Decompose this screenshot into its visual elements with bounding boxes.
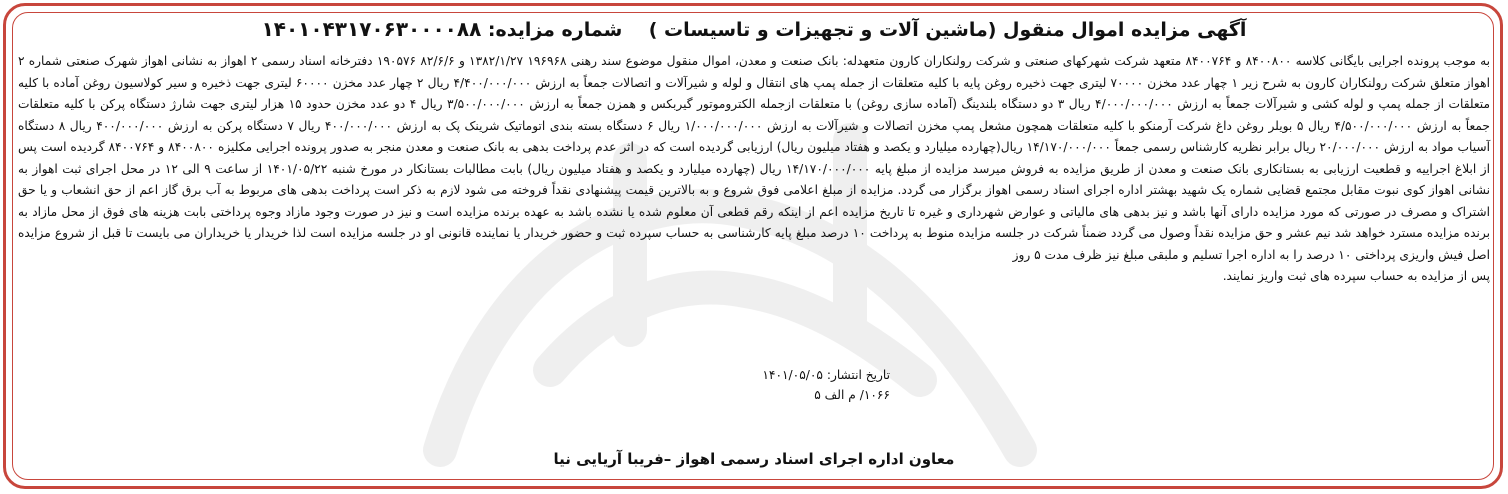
notice-content xyxy=(18,14,1490,484)
signature-text: معاون اداره اجرای اسناد رسمی اهواز –فریبا آریایی نیا xyxy=(553,450,955,468)
body-tail: پس از مزایده به حساب سپرده های ثبت واریز نمایند. xyxy=(1222,269,1490,283)
signature-line xyxy=(0,450,1508,468)
title-text: آگهی مزایده اموال منقول (ماشین آلات و تجهیزات و تاسیسات ) xyxy=(648,19,1247,41)
body-paragraph: به موجب پرونده اجرایی بایگانی کلاسه ۸۴۰۰۸۰۰ و ۸۴۰۰۷۶۴ متعهد شرکت شهرکهای صنعتی و شرکت رولنکاران کارون متعهدله: بانک صنعت و معدن، اموال منقول موضوع سند رهنی ۱۹۶۹۶۸ ۱۳۸۲/۱/۲۷ و ۸۲/۶/۶ ۱۹۰۵۷۶ دفترخانه اسناد رسمی ۲ اهواز به نشانی اهواز شهرک صنعتی شماره ۲ اهواز متعلق شرکت رولنکاران کارون به شرح زیر ۱ چهار عدد مخزن ۷۰۰۰۰ لیتری جهت ذخیره روغن پایه با کلیه متعلقات از جمله پمپ های انتقال و لوله و شیرآلات و اتصالات جمعاً به ارزش ۴/۴۰۰/۰۰۰/۰۰۰ ریال ۲ چهار عدد مخزن ۶۰۰۰۰ لیتری جهت ذخیره و سیر کولاسیون روغن آماده با کلیه متعلقات از جمله پمپ و لوله کشی و شیرآلات جمعاً به ارزش ۴/۰۰۰/۰۰۰/۰۰۰ ریال ۳ دو دستگاه بلندینگ (آماده سازی روغن) با متعلقات ازجمله الکتروموتور گیربکس و همزن جمعاً به ارزش ۳/۵۰۰/۰۰۰/۰۰۰ ریال ۴ دو عدد مخزن حدود ۱۵ هزار لیتری جهت شارژ دستگاه پرکن با کلیه متعلقات جمعاً به ارزش ۴/۵۰۰/۰۰۰/۰۰۰ ریال ۵ بویلر روغن داغ شرکت آرمنکو با کلیه متعلقات همچون مشعل پمپ مخزن اتصالات و شیرآلات به ارزش ۱/۰۰۰/۰۰۰/۰۰۰ ریال ۶ دستگاه بسته بندی اتوماتیک شرینک پک به ارزش ۴۰۰/۰۰۰/۰۰۰ ریال ۷ دستگاه پرکن به ارزش ۴۰۰/۰۰۰/۰۰۰ ریال ۸ دستگاه آسیاب مواد به ارزش ۲۰/۰۰۰/۰۰۰ ریال برابر نظریه کارشناس رسمی جمعاً ۱۴/۱۷۰/۰۰۰/۰۰۰ ریال(چهارده میلیارد و یکصد و هفتاد میلیون ریال) ارزیابی گردیده است که در اثر عدم پرداخت بدهی به بانک صنعت و معدن منجر به صدور پرونده اجرایی مکلیزه ۸۴۰۰۸۰۰ و ۸۴۰۰۷۶۴ گردیده است پس از ابلاغ اجراییه و قطعیت ارزیابی به بستانکاری بانک صنعت و معدن از طریق مزایده به فروش میرسد مزایده از مبلغ پایه ۱۴/۱۷۰/۰۰۰/۰۰۰ ریال (چهارده میلیارد و یکصد و هفتاد میلیون ریال) بابت مطالبات بستانکار در مورخ شنبه ۱۴۰۱/۰۵/۲۲ از ساعت ۹ الی ۱۲ در محل اجرای ثبت اهواز به نشانی اهواز کوی نبوت مقابل مجتمع قضایی شماره یک شهید بهشتر اداره اجرای اسناد رسمی اهواز برگزار می گردد. مزایده از مبلغ اعلامی فوق شروع و به بالاترین قیمت پیشنهادی نقداً فروخته می شود لازم به ذکر است پرداخت بدهی های مربوط به آب برق گاز اعم از حق انشعاب و یا حق اشتراک و مصرف در صورتی که مورد مزایده دارای آنها باشد و نیز بدهی های مالیاتی و عوارض شهرداری و غیره تا تاریخ مزایده اعم از اینکه رقم قطعی آن معلوم شده یا نشده باشد به عهده برنده مزایده است و نیز در صورت وجود مازاد وجوه پرداختی بابت هزینه های فوق از محل مازاد به برنده مزایده مسترد خواهد شد نیم عشر و حق مزایده نقداً وصول می گردد ضمناً شرکت در جلسه مزایده منوط به پرداخت ۱۰ درصد مبلغ پایه کارشناسی به حساب سپرده ثبت و حضور خریدار یا نماینده قانونی او در جلسه مزایده است لذا خریدار یا خریداران می بایست تا قبل از شروع مزایده اصل فیش واریزی پرداختی ۱۰ درصد را به اداره اجرا تسلیم و ملبقی مبلغ نیز ظرف مدت ۵ روز xyxy=(18,54,1491,262)
notice-title xyxy=(18,14,1490,45)
auction-number-label: شماره مزایده: xyxy=(487,19,623,41)
notice-body xyxy=(18,51,1490,266)
publication-date: تاریخ انتشار: ۱۴۰۱/۰۵/۰۵ xyxy=(762,368,890,382)
publication-info xyxy=(650,365,890,405)
notice-tail xyxy=(18,266,1490,288)
auction-number: ۱۴۰۱۰۴۳۱۷۰۶۳۰۰۰۰۸۸ xyxy=(261,17,482,41)
publication-ref: ۱۰۶۶/ م الف ۵ xyxy=(814,388,890,402)
